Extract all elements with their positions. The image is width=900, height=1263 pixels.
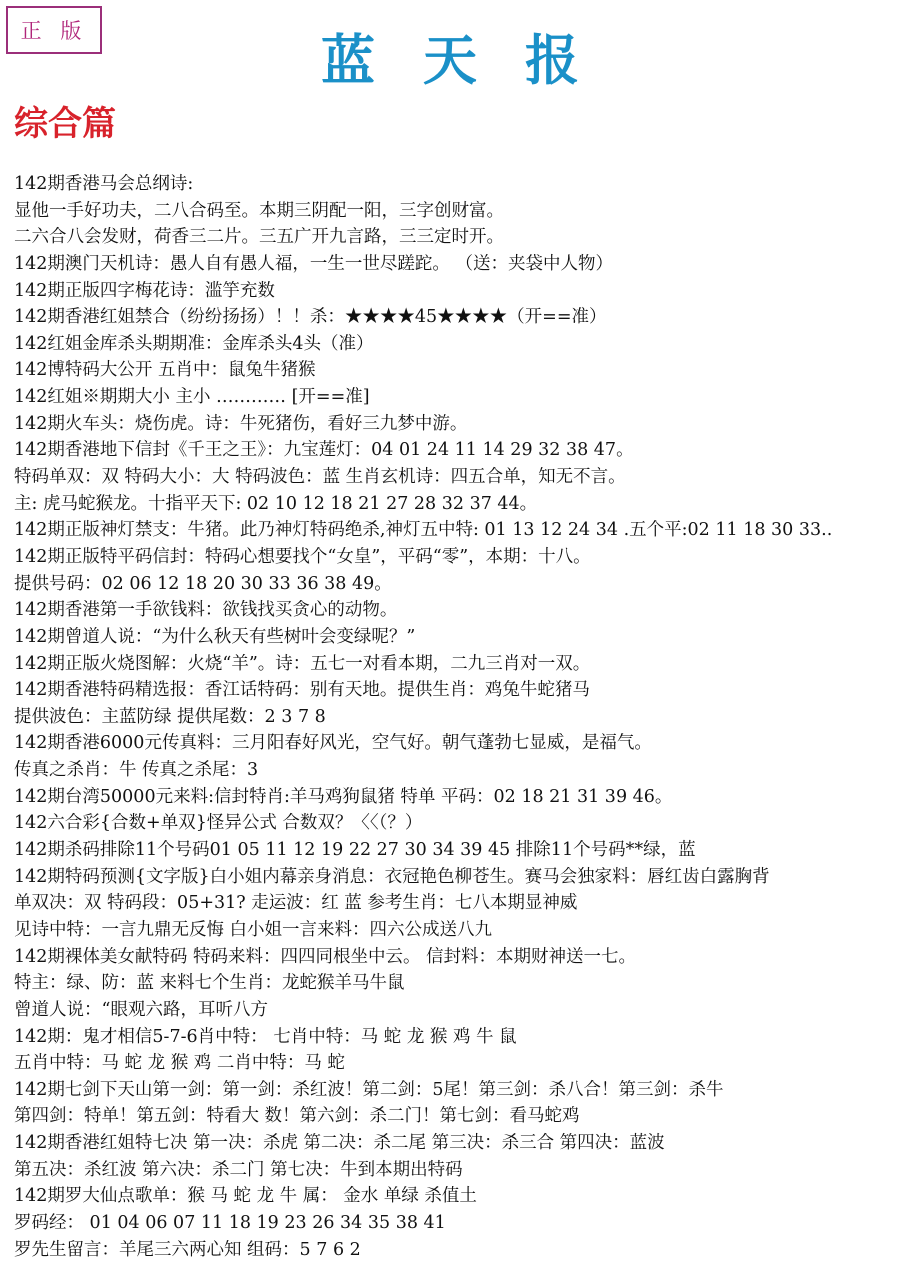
- text-line: 142期香港红姐禁合（纷纷扬扬）！！杀：★★★★45★★★★（开==准）: [14, 307, 607, 328]
- text-line: 提供波色：主蓝防绿 提供尾数：2 3 7 8: [14, 706, 326, 727]
- text-line: 142博特码大公开 五肖中：鼠兔牛猪猴: [14, 360, 316, 381]
- text-line: 142期台湾50000元来料:信封特肖:羊马鸡狗鼠猪 特单 平码：02 18 21 31 39 46。: [14, 786, 673, 807]
- text-line: 142期澳门天机诗：愚人自有愚人福，一生一世尽蹉跎。 （送：夹袋中人物）: [14, 253, 613, 274]
- content-lines: [14, 171, 898, 1263]
- authentic-badge: 正 版: [6, 6, 102, 54]
- text-line: 142期香港红姐特七决 第一决：杀虎 第二决：杀二尾 第三决：杀三合 第四决：蓝波: [14, 1133, 665, 1154]
- text-line: 142期香港地下信封《千王之王》：九宝莲灯：04 01 24 11 14 29 32 38 47。: [14, 440, 634, 461]
- text-line: 142期罗大仙点歌单：猴 马 蛇 龙 牛 属： 金水 单绿 杀值土: [14, 1186, 477, 1207]
- text-line: 142期正版神灯禁支：牛猪。此乃神灯特码绝杀,神灯五中特: 01 13 12 24 34 .五个平:02 11 18 30 33..: [14, 520, 833, 541]
- text-line: 第四剑：特单！第五剑：特看大 数！第六剑：杀二门！第七剑：看马蛇鸡: [14, 1106, 580, 1127]
- text-line: 见诗中特：一言九鼎无反悔 白小姐一言来料：四六公成送八九: [14, 919, 493, 940]
- text-line: 142红姐※期期大小 主小 ………… [开==准]: [14, 387, 370, 408]
- text-line: 142期香港特码精选报：香江话特码：别有天地。提供生肖：鸡兔牛蛇猪马: [14, 680, 590, 701]
- text-line: 提供号码：02 06 12 18 20 30 33 36 38 49。: [14, 573, 392, 594]
- text-line: 罗先生留言：羊尾三六两心知 组码：5 7 6 2: [14, 1239, 361, 1260]
- text-line: 142期香港马会总纲诗:: [14, 174, 194, 194]
- text-line: 142期曾道人说：“为什么秋天有些树叶会变绿呢？”: [14, 626, 416, 647]
- text-line: 142期特码预测{文字版}白小姐内幕亲身消息：衣冠艳色柳苍生。赛马会独家料：唇红齿白露胸背: [14, 866, 770, 887]
- section-heading: 综合篇: [14, 104, 116, 144]
- text-line: 显他一手好功夫，二八合码至。本期三阴配一阳，三字创财富。: [14, 200, 504, 221]
- text-line: 142期火车头：烧伤虎。诗：牛死猪伤，看好三九梦中游。: [14, 413, 468, 434]
- text-line: 142期香港6000元传真料：三月阳春好风光，空气好。朝气蓬勃七显威，是福气。: [14, 733, 652, 754]
- text-line: 罗码经： 01 04 06 07 11 18 19 23 26 34 35 38 41: [14, 1212, 446, 1233]
- text-line: 传真之杀肖：牛 传真之杀尾：3: [14, 760, 259, 781]
- text-line: 五肖中特：马 蛇 龙 猴 鸡 二肖中特：马 蛇: [14, 1053, 345, 1074]
- text-line: 第五决：杀红波 第六决：杀二门 第七决：牛到本期出特码: [14, 1159, 463, 1180]
- text-line: 二六合八会发财，荷香三二片。三五广开九言路，三三定时开。: [14, 227, 504, 248]
- text-line: 特码单双：双 特码大小：大 特码波色：蓝 生肖玄机诗：四五合单，知无不言。: [14, 467, 626, 488]
- text-line: 特主：绿、防：蓝 来料七个生肖：龙蛇猴羊马牛鼠: [14, 973, 405, 994]
- text-line: 142六合彩{合数+单双}怪异公式 合数双？〈〈（？）: [14, 813, 423, 834]
- text-line: 142期正版四字梅花诗：滥竽充数: [14, 280, 275, 301]
- text-line: 142期：鬼才相信5-7-6肖中特： 七肖中特：马 蛇 龙 猴 鸡 牛 鼠: [14, 1026, 517, 1047]
- text-line: 曾道人说：“眼观六路，耳听八方: [14, 999, 268, 1020]
- text-line: 142期七剑下天山第一剑：第一剑：杀红波！第二剑：5尾！第三剑：杀八合！第三剑：杀牛: [14, 1079, 724, 1100]
- text-line: 142期香港第一手欲钱料：欲钱找买贪心的动物。: [14, 600, 398, 621]
- page-title: 蓝天报: [321, 28, 627, 92]
- text-line: 142期裸体美女献特码 特码来料：四四同根坐中云。 信封料：本期财神送一七。: [14, 946, 637, 967]
- text-line: 142期正版火烧图解：火烧“羊”。诗：五七一对看本期，二九三肖对一双。: [14, 653, 591, 674]
- text-line: 142期正版特平码信封：特码心想要找个“女皇”，平码“零”，本期：十八。: [14, 546, 591, 567]
- text-line: 单双决：双 特码段：05+31? 走运波：红 蓝 参考生肖：七八本期显神威: [14, 893, 578, 914]
- text-line: 主: 虎马蛇猴龙。十指平天下: 02 10 12 18 21 27 28 32 37 44。: [14, 493, 538, 514]
- text-line: 142红姐金库杀头期期准：金库杀头4头（准）: [14, 333, 374, 354]
- text-line: 142期杀码排除11个号码01 05 11 12 19 22 27 30 34 39 45 排除11个号码**绿，蓝: [14, 840, 696, 861]
